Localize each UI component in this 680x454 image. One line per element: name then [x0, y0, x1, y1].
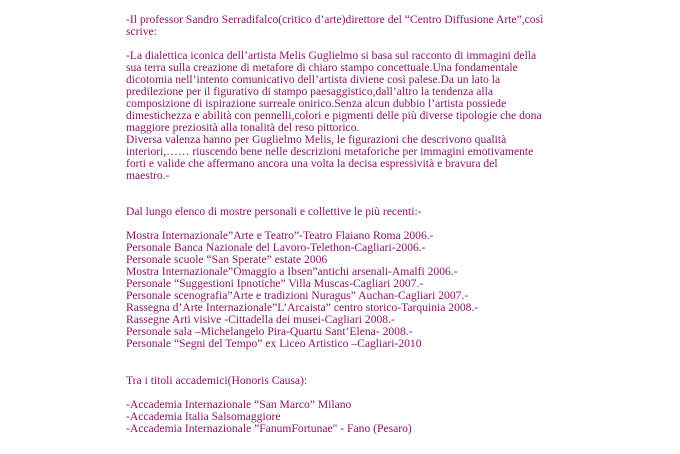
critique-line: dimestichezza e abilità con pennelli,colori e pigmenti delle più diverse tipologie che dona: [126, 109, 542, 122]
exhibition-item: Rassegna d’Arte Internazionale”L’Arcaista” centro storico-Tarquinia 2008.-: [126, 301, 479, 314]
exhibition-item: Personale scuole “San Sperate” estate 2006: [126, 253, 328, 266]
exhibitions-heading-text: Dal lungo elenco di mostre personali e collettive le più recenti:-: [126, 205, 422, 218]
exhibition-item: Mostra Internazionale”Omaggio a Ibsen”antichi arsenali-Amalfi 2006.-: [126, 265, 458, 278]
document-page: [126, 14, 566, 435]
exhibition-item: Personale “Suggestioni Ipnotiche” Villa Muscas-Cagliari 2007.-: [126, 277, 424, 290]
spacer: [126, 350, 566, 375]
critique-line: -La dialettica iconica dell’artista Melis Guglielmo si basa sul racconto di immagini della: [126, 49, 537, 62]
critique-line: dicotomia nell’intento comunicativo dell’artista diviene così palese.Da un lato la: [126, 73, 501, 86]
intro-paragraph: [126, 14, 566, 38]
critique-line: forti e valide che affermano ancora una volta la decisa espressività e bravura del: [126, 157, 498, 170]
exhibition-item: Personale sala –Michelangelo Pira-Quartu Sant’Elena- 2008.-: [126, 325, 413, 338]
exhibition-item: Mostra Internazionale”Arte e Teatro”-Teatro Flaiano Roma 2006.-: [126, 229, 434, 242]
honor-item: -Accademia Internazionale ”FanumFortunae" - Fano (Pesaro): [126, 422, 412, 435]
spacer: [126, 182, 566, 206]
exhibition-item: Rassegne Arti visive -Cittadella dei musei-Cagliari 2008.-: [126, 313, 395, 326]
exhibitions-heading: [126, 206, 566, 218]
critique-line: maggiore preziosità alla tonalità del reso pittorico.: [126, 121, 360, 134]
intro-line: scrive:: [126, 25, 157, 38]
critique-line: predilezione per il figurativo di stampo paesaggistico,dall’altro la tendenza alla: [126, 85, 493, 98]
honor-item: -Accademia Internazionale “San Marco” Milano: [126, 398, 352, 411]
critique-line: sua terra sulla creazione di metafore di chiaro stampo concettuale.Una fondamentale: [126, 61, 518, 74]
critique-line: interiori,…… riuscendo bene nelle descrizioni metaforiche per immagini emotivamente: [126, 145, 534, 158]
honor-item: -Accademia Italia Salsomaggiore: [126, 410, 281, 423]
exhibition-item: Personale “Segni del Tempo” ex Liceo Artistico –Cagliari-2010: [126, 337, 422, 350]
exhibition-item: Personale scenografia”Arte e tradizioni Nuragus” Auchan-Cagliari 2007.-: [126, 289, 469, 302]
critique-line: composizione di ispirazione surreale onirico.Senza alcun dubbio l’artista possiede: [126, 97, 507, 110]
honors-heading: [126, 375, 566, 387]
critique-line: maestro.-: [126, 169, 170, 182]
honors-list: [126, 399, 566, 435]
exhibition-item: Personale Banca Nazionale del Lavoro-Telethon-Cagliari-2006.-: [126, 241, 426, 254]
critique-line: Diversa valenza hanno per Guglielmo Melis, le figurazioni che descrivono qualità: [126, 133, 507, 146]
exhibitions-list: [126, 230, 566, 350]
intro-line: -Il professor Sandro Serradifalco(critico d’arte)direttore del “Centro Diffusione Arte”,così: [126, 13, 544, 26]
critique-paragraph: [126, 50, 566, 182]
honors-heading-text: Tra i titoli accademici(Honoris Causa):: [126, 374, 308, 387]
